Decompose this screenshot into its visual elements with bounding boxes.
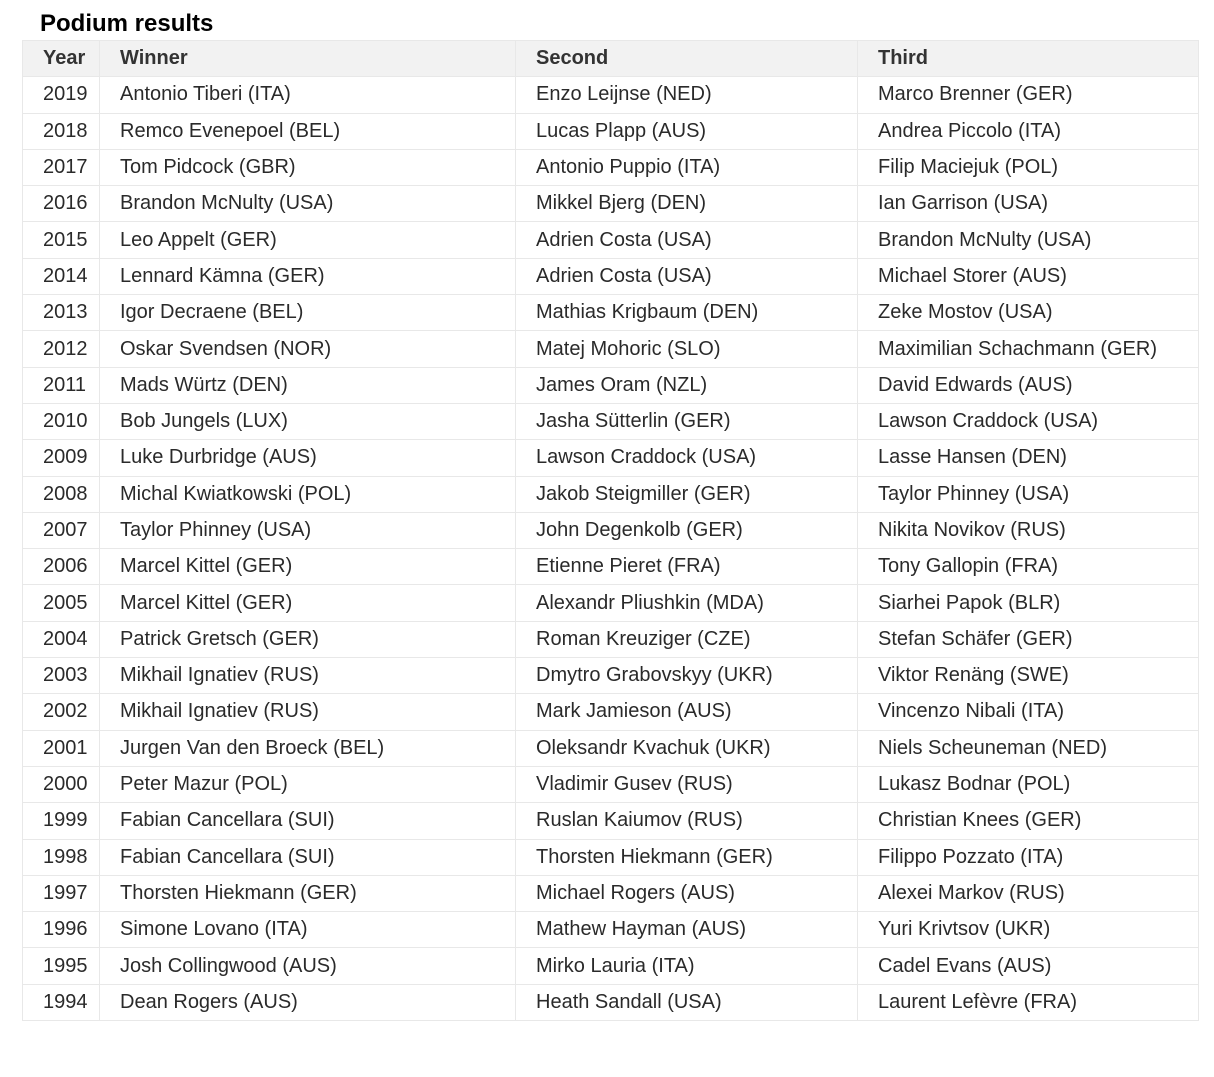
cell-second: Mark Jamieson (AUS)	[516, 694, 858, 730]
cell-year: 2007	[23, 512, 100, 548]
cell-year: 2011	[23, 367, 100, 403]
cell-year: 1997	[23, 875, 100, 911]
table-row	[23, 948, 1199, 984]
cell-year: 2015	[23, 222, 100, 258]
cell-third: Zeke Mostov (USA)	[858, 295, 1199, 331]
table-row	[23, 295, 1199, 331]
cell-winner: Oskar Svendsen (NOR)	[100, 331, 516, 367]
cell-third: Vincenzo Nibali (ITA)	[858, 694, 1199, 730]
cell-year: 2014	[23, 258, 100, 294]
cell-third: Taylor Phinney (USA)	[858, 476, 1199, 512]
cell-second: Mathew Hayman (AUS)	[516, 912, 858, 948]
cell-second: Mikkel Bjerg (DEN)	[516, 186, 858, 222]
table-row	[23, 585, 1199, 621]
cell-winner: Remco Evenepoel (BEL)	[100, 113, 516, 149]
column-header-third: Third	[858, 41, 1199, 77]
cell-winner: Taylor Phinney (USA)	[100, 512, 516, 548]
column-header-second: Second	[516, 41, 858, 77]
cell-winner: Marcel Kittel (GER)	[100, 585, 516, 621]
table-row	[23, 113, 1199, 149]
cell-winner: Josh Collingwood (AUS)	[100, 948, 516, 984]
cell-year: 2018	[23, 113, 100, 149]
table-header-row	[23, 41, 1199, 77]
cell-third: Lawson Craddock (USA)	[858, 403, 1199, 439]
cell-winner: Leo Appelt (GER)	[100, 222, 516, 258]
cell-second: Enzo Leijnse (NED)	[516, 77, 858, 113]
table-row	[23, 549, 1199, 585]
table-row	[23, 912, 1199, 948]
cell-winner: Jurgen Van den Broeck (BEL)	[100, 730, 516, 766]
cell-second: Mathias Krigbaum (DEN)	[516, 295, 858, 331]
cell-year: 2000	[23, 766, 100, 802]
cell-winner: Bob Jungels (LUX)	[100, 403, 516, 439]
table-row	[23, 149, 1199, 185]
cell-third: Michael Storer (AUS)	[858, 258, 1199, 294]
cell-third: Lukasz Bodnar (POL)	[858, 766, 1199, 802]
cell-second: Etienne Pieret (FRA)	[516, 549, 858, 585]
table-row	[23, 440, 1199, 476]
cell-third: Ian Garrison (USA)	[858, 186, 1199, 222]
cell-third: Laurent Lefèvre (FRA)	[858, 984, 1199, 1020]
cell-winner: Marcel Kittel (GER)	[100, 549, 516, 585]
table-row	[23, 658, 1199, 694]
cell-third: Stefan Schäfer (GER)	[858, 621, 1199, 657]
cell-winner: Luke Durbridge (AUS)	[100, 440, 516, 476]
cell-third: Christian Knees (GER)	[858, 803, 1199, 839]
cell-winner: Dean Rogers (AUS)	[100, 984, 516, 1020]
table-row	[23, 222, 1199, 258]
table-row	[23, 803, 1199, 839]
cell-second: Adrien Costa (USA)	[516, 222, 858, 258]
cell-second: Antonio Puppio (ITA)	[516, 149, 858, 185]
column-header-winner: Winner	[100, 41, 516, 77]
table-row	[23, 512, 1199, 548]
cell-third: Marco Brenner (GER)	[858, 77, 1199, 113]
cell-third: Alexei Markov (RUS)	[858, 875, 1199, 911]
page-title: Podium results	[40, 10, 214, 37]
cell-year: 2016	[23, 186, 100, 222]
cell-year: 2001	[23, 730, 100, 766]
cell-second: Lucas Plapp (AUS)	[516, 113, 858, 149]
cell-year: 2002	[23, 694, 100, 730]
cell-winner: Michal Kwiatkowski (POL)	[100, 476, 516, 512]
table-row	[23, 621, 1199, 657]
cell-third: Andrea Piccolo (ITA)	[858, 113, 1199, 149]
cell-third: Niels Scheuneman (NED)	[858, 730, 1199, 766]
table-row	[23, 258, 1199, 294]
cell-second: Adrien Costa (USA)	[516, 258, 858, 294]
cell-winner: Brandon McNulty (USA)	[100, 186, 516, 222]
table-row	[23, 77, 1199, 113]
table-row	[23, 839, 1199, 875]
cell-second: Dmytro Grabovskyy (UKR)	[516, 658, 858, 694]
cell-third: Tony Gallopin (FRA)	[858, 549, 1199, 585]
cell-year: 2010	[23, 403, 100, 439]
cell-year: 2004	[23, 621, 100, 657]
cell-year: 1999	[23, 803, 100, 839]
cell-year: 2009	[23, 440, 100, 476]
cell-winner: Lennard Kämna (GER)	[100, 258, 516, 294]
table-row	[23, 476, 1199, 512]
cell-third: Siarhei Papok (BLR)	[858, 585, 1199, 621]
cell-winner: Fabian Cancellara (SUI)	[100, 839, 516, 875]
cell-third: David Edwards (AUS)	[858, 367, 1199, 403]
cell-winner: Mads Würtz (DEN)	[100, 367, 516, 403]
cell-winner: Peter Mazur (POL)	[100, 766, 516, 802]
table-row	[23, 875, 1199, 911]
cell-year: 1994	[23, 984, 100, 1020]
cell-second: Jakob Steigmiller (GER)	[516, 476, 858, 512]
cell-second: Matej Mohoric (SLO)	[516, 331, 858, 367]
cell-second: John Degenkolb (GER)	[516, 512, 858, 548]
cell-year: 2012	[23, 331, 100, 367]
cell-third: Lasse Hansen (DEN)	[858, 440, 1199, 476]
table-row	[23, 730, 1199, 766]
cell-third: Viktor Renäng (SWE)	[858, 658, 1199, 694]
cell-winner: Tom Pidcock (GBR)	[100, 149, 516, 185]
table-row	[23, 186, 1199, 222]
cell-year: 2008	[23, 476, 100, 512]
cell-year: 2019	[23, 77, 100, 113]
cell-third: Brandon McNulty (USA)	[858, 222, 1199, 258]
table-row	[23, 694, 1199, 730]
cell-second: Jasha Sütterlin (GER)	[516, 403, 858, 439]
cell-third: Filippo Pozzato (ITA)	[858, 839, 1199, 875]
cell-winner: Igor Decraene (BEL)	[100, 295, 516, 331]
cell-year: 1995	[23, 948, 100, 984]
cell-year: 1996	[23, 912, 100, 948]
table-row	[23, 331, 1199, 367]
column-header-year: Year	[23, 41, 100, 77]
podium-results-table	[22, 40, 1199, 1021]
cell-second: James Oram (NZL)	[516, 367, 858, 403]
cell-winner: Thorsten Hiekmann (GER)	[100, 875, 516, 911]
table-row	[23, 403, 1199, 439]
cell-winner: Mikhail Ignatiev (RUS)	[100, 658, 516, 694]
cell-year: 2006	[23, 549, 100, 585]
cell-second: Lawson Craddock (USA)	[516, 440, 858, 476]
cell-year: 2013	[23, 295, 100, 331]
cell-winner: Simone Lovano (ITA)	[100, 912, 516, 948]
cell-second: Roman Kreuziger (CZE)	[516, 621, 858, 657]
cell-second: Thorsten Hiekmann (GER)	[516, 839, 858, 875]
cell-winner: Antonio Tiberi (ITA)	[100, 77, 516, 113]
cell-third: Yuri Krivtsov (UKR)	[858, 912, 1199, 948]
table-row	[23, 766, 1199, 802]
table-row	[23, 367, 1199, 403]
cell-year: 2005	[23, 585, 100, 621]
cell-second: Ruslan Kaiumov (RUS)	[516, 803, 858, 839]
table-row	[23, 984, 1199, 1020]
cell-second: Heath Sandall (USA)	[516, 984, 858, 1020]
cell-winner: Patrick Gretsch (GER)	[100, 621, 516, 657]
cell-second: Alexandr Pliushkin (MDA)	[516, 585, 858, 621]
cell-year: 2017	[23, 149, 100, 185]
cell-year: 1998	[23, 839, 100, 875]
cell-third: Cadel Evans (AUS)	[858, 948, 1199, 984]
table-body	[23, 77, 1199, 1021]
cell-second: Oleksandr Kvachuk (UKR)	[516, 730, 858, 766]
cell-second: Michael Rogers (AUS)	[516, 875, 858, 911]
cell-winner: Mikhail Ignatiev (RUS)	[100, 694, 516, 730]
cell-second: Vladimir Gusev (RUS)	[516, 766, 858, 802]
cell-third: Filip Maciejuk (POL)	[858, 149, 1199, 185]
cell-year: 2003	[23, 658, 100, 694]
cell-third: Nikita Novikov (RUS)	[858, 512, 1199, 548]
cell-third: Maximilian Schachmann (GER)	[858, 331, 1199, 367]
cell-winner: Fabian Cancellara (SUI)	[100, 803, 516, 839]
cell-second: Mirko Lauria (ITA)	[516, 948, 858, 984]
